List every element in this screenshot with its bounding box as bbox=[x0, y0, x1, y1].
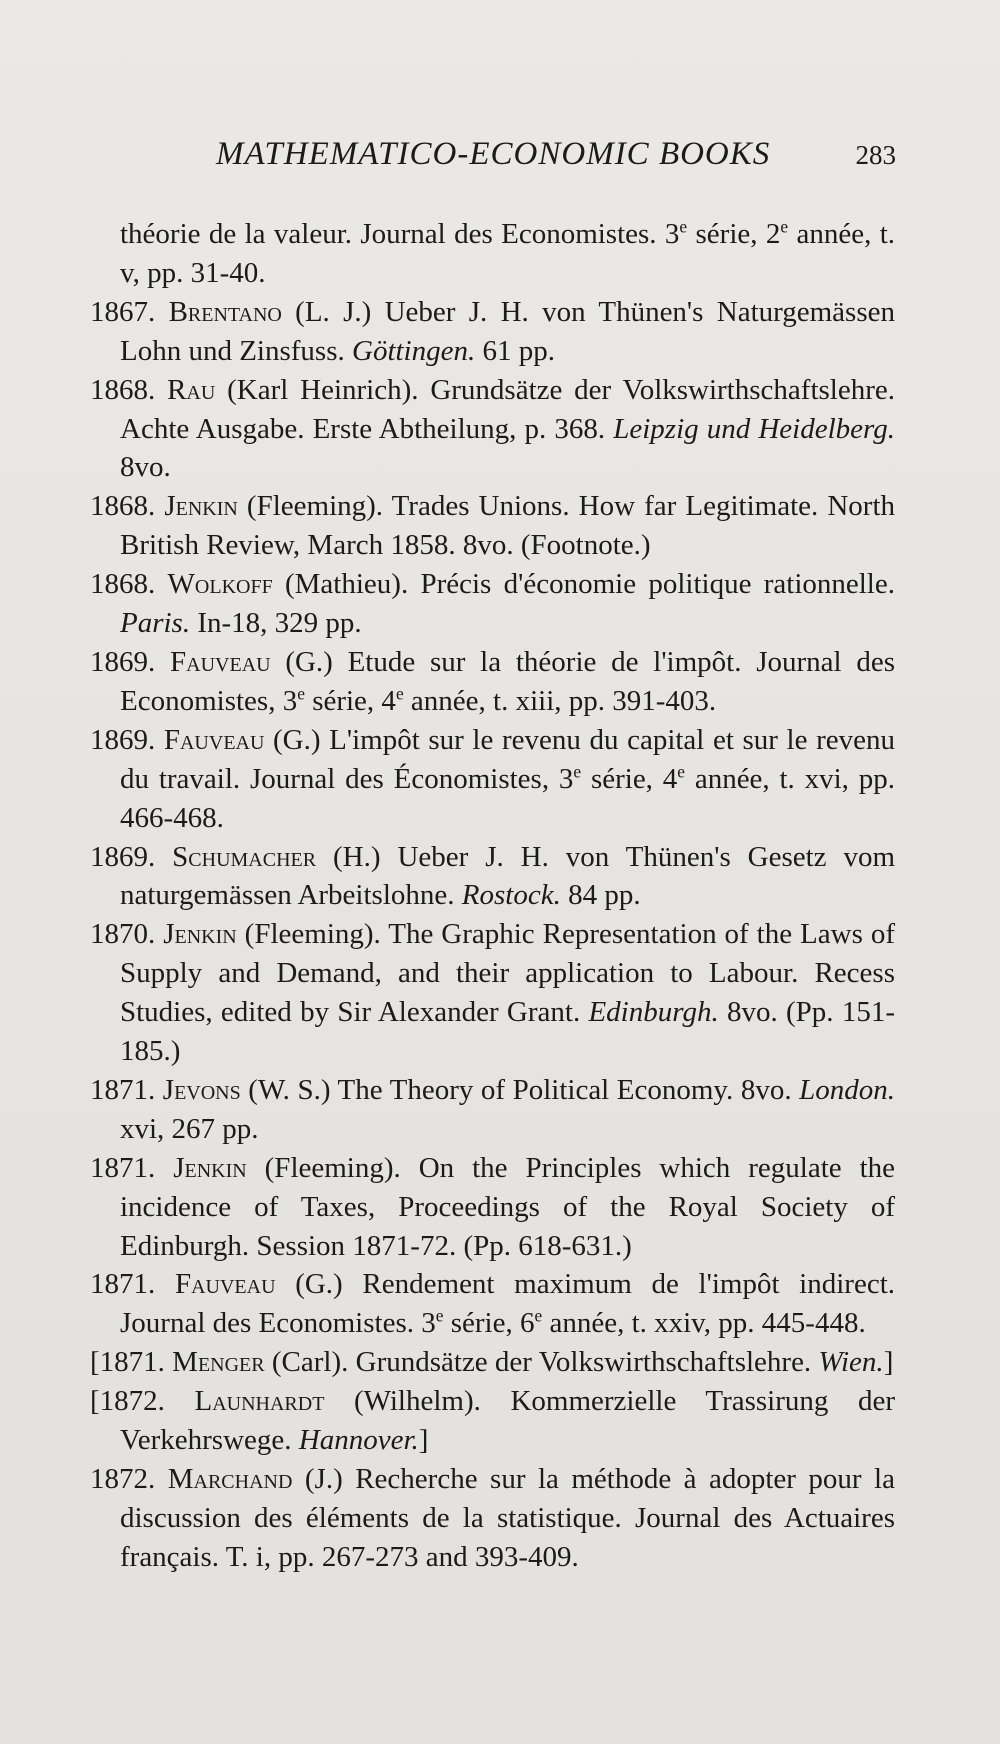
bibliography-entry: 1871. Jenkin (Fleeming). On the Principles which regulate the incidence of Taxes, Proceedings of the Royal Society of Edinburgh. Session 1871-72. (Pp. 618-631.) bbox=[90, 1151, 896, 1262]
page-header bbox=[216, 136, 896, 196]
entry-title: Précis d'économie politique rationnelle. bbox=[420, 568, 895, 601]
entry-year: 1872. bbox=[90, 1463, 156, 1495]
entry-place: London. bbox=[799, 1073, 896, 1106]
entry-year: 1868. bbox=[90, 568, 156, 601]
bibliography-list bbox=[90, 215, 895, 1577]
entry-author: Jenkin bbox=[164, 490, 238, 523]
bibliography-entry: 1868. Wolkoff (Mathieu). Précis d'économie politique rationnelle. Paris. In-18, 329 pp. bbox=[90, 568, 895, 640]
entry-place: Göttingen. bbox=[352, 334, 476, 367]
entry-author: Jenkin bbox=[173, 1151, 247, 1184]
bibliography-entry: [1872. Launhardt (Wilhelm). Kommerzielle Trassirung der Verkehrswege. Hannover.] bbox=[90, 1385, 896, 1457]
bibliography-entry: 1872. Marchand (J.) Recherche sur la méthode à adopter pour la discussion des éléments de la statistique. Journal des Actuaires français. T. i, pp. 267-273 and 393-409. bbox=[90, 1463, 895, 1573]
entry-year: 1871. bbox=[90, 1073, 156, 1106]
entry-year: 1868. bbox=[90, 490, 156, 523]
entry-year: 1868. bbox=[90, 373, 156, 406]
entry-author: Schumacher bbox=[172, 840, 317, 873]
entry-year: 1867. bbox=[90, 295, 156, 328]
entry-place: Wien. bbox=[818, 1346, 884, 1379]
entry-year: 1869. bbox=[90, 840, 156, 873]
bibliography-entry: 1871. Jevons (W. S.) The Theory of Political Economy. 8vo. London. xvi, 267 pp. bbox=[90, 1073, 896, 1145]
entry-place: Rostock. bbox=[461, 879, 561, 912]
entry-place: Edinburgh. bbox=[588, 996, 719, 1029]
entry-place: Paris. bbox=[120, 607, 191, 640]
entry-author: Fauveau bbox=[170, 645, 271, 678]
entry-author: Fauveau bbox=[163, 723, 265, 756]
entry-author: Marchand bbox=[167, 1463, 293, 1495]
entry-title: Trades Unions. How far Legitimate. North British Review, March 1858. 8vo. (Footnote.) bbox=[120, 490, 896, 562]
entry-author: Launhardt bbox=[194, 1385, 325, 1418]
bibliography-entry: 1868. Jenkin (Fleeming). Trades Unions. How far Legitimate. North British Review, March 1858. 8vo. (Footnote.) bbox=[90, 490, 896, 562]
running-head: MATHEMATICO-ECONOMIC BOOKS bbox=[216, 136, 771, 172]
entry-author: Fauveau bbox=[174, 1268, 276, 1301]
bibliography-entry: 1870. Jenkin (Fleeming). The Graphic Representation of the Laws of Supply and Demand, and their application to Labour. Recess Studies, edited by Sir Alexander Grant. Edinburgh. 8vo. (Pp. 151-185.) bbox=[90, 918, 895, 1068]
entry-year: 1871. bbox=[90, 1268, 156, 1301]
entry-year: 1871. bbox=[90, 1151, 156, 1184]
bibliography-entry: 1868. Rau (Karl Heinrich). Grundsätze der Volkswirthschaftslehre. Achte Ausgabe. Erste Abtheilung, p. 368. Leipzig und Heidelberg. 8vo. bbox=[90, 373, 896, 484]
entry-title: Recherche sur la méthode à adopter pour la discussion des éléments de la statistique. Journal des Actuaires français. T. i, pp. 267-273 and 393-409. bbox=[120, 1463, 895, 1573]
entry-year: 1869. bbox=[90, 645, 156, 678]
entry-title: Ueber J. H. von Thünen's Gesetz vom naturgemässen Arbeitslohne. bbox=[120, 840, 896, 912]
entry-year: 1870. bbox=[90, 918, 156, 951]
entry-title: Grundsätze der Volkswirthschaftslehre. bbox=[355, 1346, 819, 1379]
bibliography-entry: [1871. Menger (Carl). Grundsätze der Volkswirthschaftslehre. Wien.] bbox=[90, 1346, 894, 1379]
entry-title: Rendement maximum de l'impôt indirect. Journal des Economistes. 3 bbox=[120, 1268, 896, 1340]
entry-year: 1871. bbox=[99, 1346, 165, 1379]
bibliography-entry: 1871. Fauveau (G.) Rendement maximum de l'impôt indirect. Journal des Economistes. 3e série, 6e année, t. xxiv, pp. 445-448. bbox=[90, 1268, 896, 1340]
entry-place: Hannover. bbox=[298, 1424, 419, 1457]
entry-author: Brentano bbox=[168, 295, 282, 328]
entry-title: Grundsätze der Volkswirthschaftslehre. Achte Ausgabe. Erste Abtheilung, p. 368. bbox=[120, 373, 896, 445]
entry-author: Wolkoff bbox=[167, 568, 273, 601]
bibliography-entry: 1867. Brentano (L. J.) Ueber J. H. von Thünen's Naturgemässen Lohn und Zinsfuss. Göttingen. 61 pp. bbox=[90, 295, 895, 367]
entry-title: Etude sur la théorie de l'impôt. Journal des Economistes, 3 bbox=[120, 645, 895, 717]
entry-year: 1869. bbox=[90, 723, 156, 756]
entry-title: The Graphic Representation of the Laws of Supply and Demand, and their application to Labour. Recess Studies, edited by Sir Alexander Grant. bbox=[120, 918, 895, 1029]
bibliography-entry: 1869. Fauveau (G.) L'impôt sur le revenu du capital et sur le revenu du travail. Journal des Économistes, 3e série, 4e année, t. xvi, pp. 466-468. bbox=[90, 723, 895, 834]
entry-title: L'impôt sur le revenu du capital et sur le revenu du travail. Journal des Économistes, 3 bbox=[120, 723, 895, 795]
entry-title: On the Principles which regulate the incidence of Taxes, Proceedings of the Royal Society of Edinburgh. Session 1871-72. (Pp. 618-631.) bbox=[120, 1151, 896, 1262]
bibliography-entry: 1869. Fauveau (G.) Etude sur la théorie de l'impôt. Journal des Economistes, 3e série, 4e année, t. xiii, pp. 391-403. bbox=[90, 645, 895, 717]
entry-author: Rau bbox=[167, 373, 216, 406]
entry-title: Kommerzielle Trassirung der Verkehrswege. bbox=[120, 1385, 896, 1457]
bibliography-entry-continuation: théorie de la valeur. Journal des Economistes. 3e série, 2e année, t. v, pp. 31-40. bbox=[120, 216, 895, 289]
entry-author: Menger bbox=[172, 1346, 265, 1379]
bibliography-entry: 1869. Schumacher (H.) Ueber J. H. von Thünen's Gesetz vom naturgemässen Arbeitslohne. Rostock. 84 pp. bbox=[90, 840, 896, 912]
entry-author: Jevons bbox=[162, 1073, 241, 1106]
entry-author: Jenkin bbox=[163, 918, 237, 951]
entry-year: 1872. bbox=[99, 1385, 165, 1418]
entry-place: Leipzig und Heidelberg. bbox=[613, 412, 895, 445]
entry-title: Ueber J. H. von Thünen's Naturgemässen Lohn und Zinsfuss. bbox=[120, 295, 895, 367]
entry-title: The Theory of Political Economy. 8vo. bbox=[337, 1073, 800, 1106]
page-number: 283 bbox=[855, 140, 896, 170]
